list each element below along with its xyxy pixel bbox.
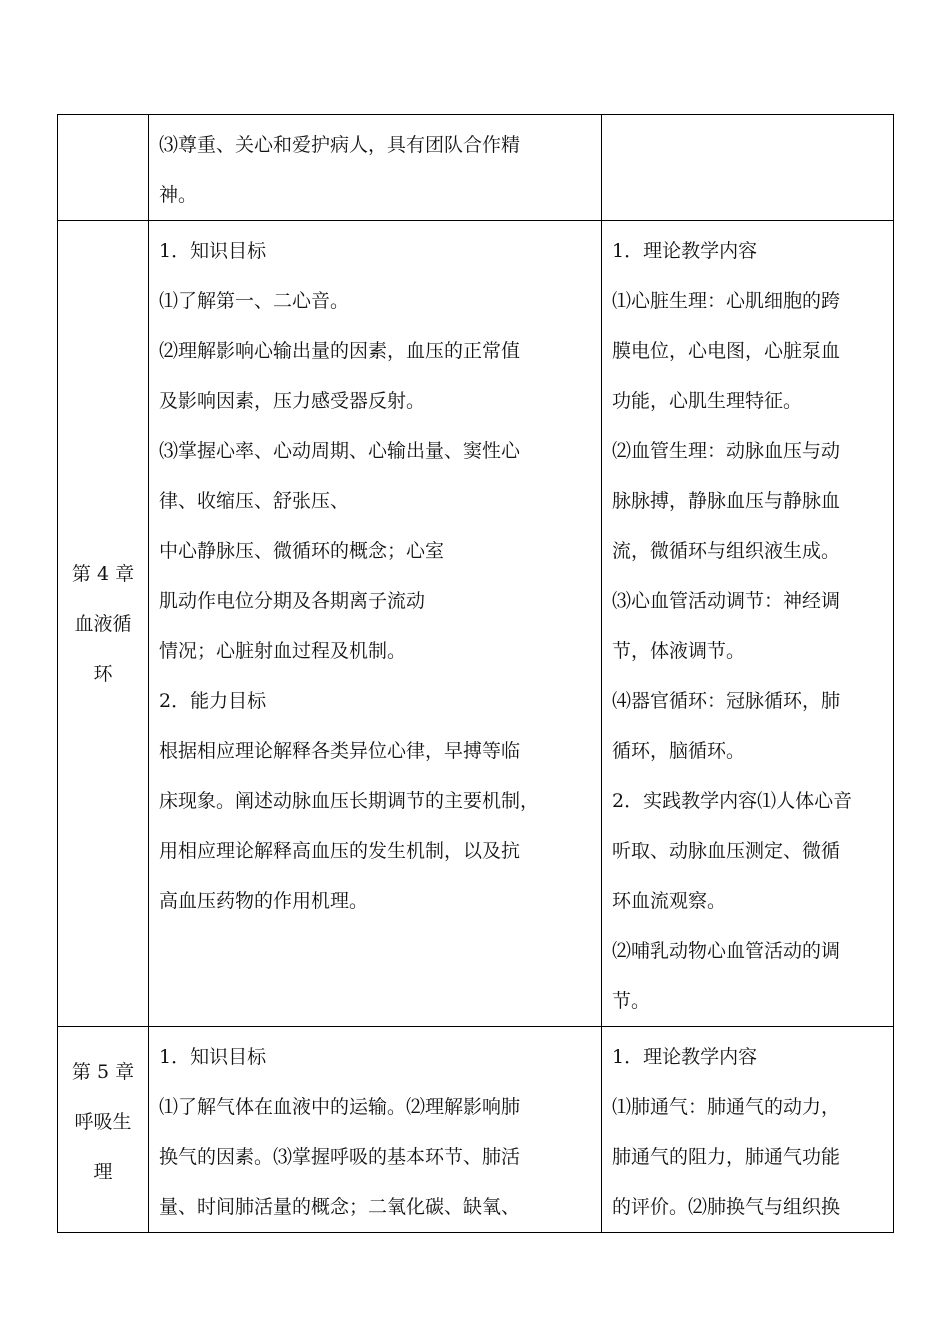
text-line: 脉脉搏，静脉血压与静脉血 (612, 490, 841, 512)
text-line: ⑵血管生理：动脉血压与动 (612, 440, 841, 462)
text-line: 1．知识目标 (159, 1046, 267, 1068)
text-line: ⑵哺乳动物心血管活动的调 (612, 940, 841, 962)
text-line: 2．实践教学内容⑴人体心音 (612, 790, 853, 812)
text-line: 床现象。阐述动脉血压长期调节的主要机制， (159, 790, 540, 812)
text-line: 量、时间肺活量的概念；二氧化碳、缺氧、 (159, 1196, 521, 1218)
table-row (58, 221, 894, 1027)
chapter-cell (58, 221, 149, 1027)
text-line: 1．理论教学内容 (612, 240, 758, 262)
chapter-title (58, 1027, 148, 1197)
objectives-text (149, 221, 601, 926)
text-line: 第 4 章 (71, 562, 135, 585)
text-line: ⑵理解影响心输出量的因素，血压的正常值 (159, 340, 521, 362)
text-line: 肌动作电位分期及各期离子流动 (159, 590, 426, 612)
text-line: 的评价。⑵肺换气与组织换 (612, 1196, 841, 1218)
text-line: 节，体液调节。 (612, 640, 746, 662)
text-line: 肺通气的阻力，肺通气功能 (612, 1146, 841, 1168)
table-row (58, 1027, 894, 1233)
text-line: 循环，脑循环。 (612, 740, 746, 762)
syllabus-table (57, 114, 894, 1233)
text-line: ⑶尊重、关心和爱护病人，具有团队合作精 (159, 134, 521, 156)
text-line: ⑶心血管活动调节：神经调 (612, 590, 841, 612)
text-line: 中心静脉压、微循环的概念；心室 (159, 540, 445, 562)
text-line: 2．能力目标 (159, 690, 267, 712)
objectives-cell (149, 115, 602, 221)
text-line: 1．知识目标 (159, 240, 267, 262)
chapter-cell (58, 1027, 149, 1233)
objectives-text (149, 115, 601, 220)
objectives-cell (149, 221, 602, 1027)
text-line: 第 5 章 (71, 1061, 135, 1083)
text-line: 换气的因素。⑶掌握呼吸的基本环节、肺活 (159, 1146, 521, 1168)
text-line: 根据相应理论解释各类异位心律，早搏等临 (159, 740, 521, 762)
content-text (602, 115, 893, 120)
text-line: 血液循 (74, 612, 132, 635)
text-line: 听取、动脉血压测定、微循 (612, 840, 841, 862)
text-line: 膜电位，心电图，心脏泵血 (612, 340, 841, 362)
text-line: 神。 (159, 184, 198, 206)
text-line: 环血流观察。 (612, 890, 727, 912)
text-line: ⑷器官循环：冠脉循环，肺 (612, 690, 841, 712)
text-line: ⑶掌握心率、心动周期、心输出量、窦性心 (159, 440, 521, 462)
chapter-title (58, 549, 148, 699)
text-line: 及影响因素，压力感受器反射。 (159, 390, 426, 412)
text-line: 律、收缩压、舒张压、 (159, 490, 350, 512)
objectives-cell (149, 1027, 602, 1233)
text-line: 节。 (612, 990, 651, 1012)
content-cell (602, 1027, 894, 1233)
chapter-cell (58, 115, 149, 221)
text-line: ⑴心脏生理：心肌细胞的跨 (612, 290, 841, 312)
text-line: 环 (93, 662, 113, 685)
text-line: 呼吸生 (74, 1111, 132, 1133)
content-text (602, 221, 893, 1026)
text-line: 高血压药物的作用机理。 (159, 890, 369, 912)
objectives-text (149, 1027, 601, 1232)
text-line: 流，微循环与组织液生成。 (612, 540, 841, 562)
text-line: ⑴肺通气：肺通气的动力， (612, 1096, 841, 1118)
text-line: 用相应理论解释高血压的发生机制，以及抗 (159, 840, 521, 862)
text-line: 功能，心肌生理特征。 (612, 390, 803, 412)
text-line: 情况；心脏射血过程及机制。 (159, 640, 407, 662)
text-line: ⑴了解气体在血液中的运输。⑵理解影响肺 (159, 1096, 521, 1118)
content-text (602, 1027, 893, 1232)
text-line: 1．理论教学内容 (612, 1046, 758, 1068)
table-row (58, 115, 894, 221)
content-cell (602, 115, 894, 221)
content-cell (602, 221, 894, 1027)
text-line: ⑴了解第一、二心音。 (159, 290, 350, 312)
text-line: 理 (93, 1161, 113, 1183)
